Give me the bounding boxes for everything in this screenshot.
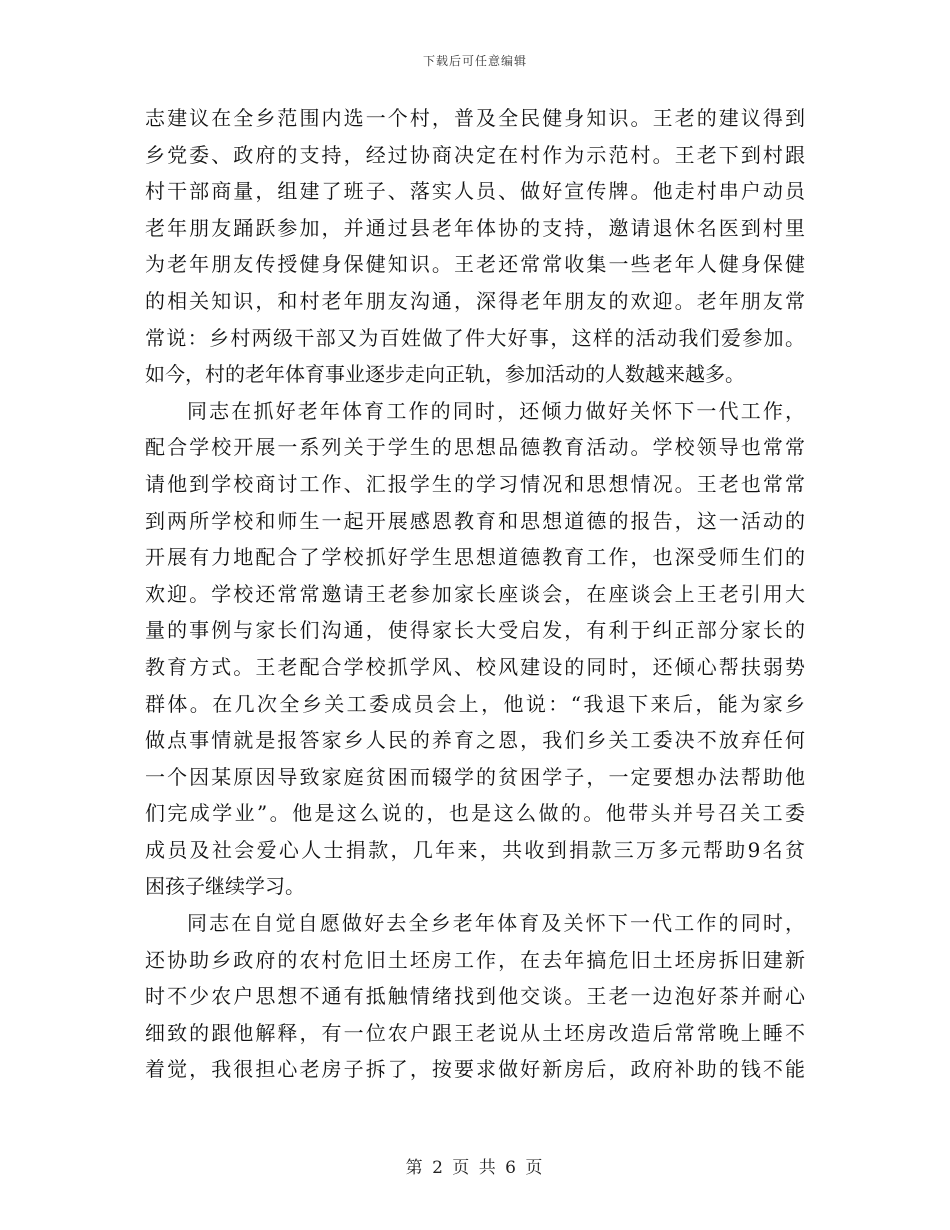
text-line: 请他到学校商讨工作、汇报学生的学习情况和思想情况。王老也常常: [145, 471, 805, 496]
text-line: 成员及社会爱心人士捐款，几年来，共收到捐款三万多元帮助9名贫: [145, 837, 805, 862]
text-line: 们完成学业”。他是这么说的，也是这么做的。他带头并号召关工委: [145, 801, 805, 826]
text-line: 乡党委、政府的支持，经过协商决定在村作为示范村。王老下到村跟: [145, 142, 805, 167]
text-line: 为老年朋友传授健身保健知识。王老还常常收集一些老年人健身保健: [145, 252, 805, 277]
text-line: 到两所学校和师生一起开展感恩教育和思想道德的报告，这一活动的: [145, 508, 805, 533]
text-line: 群体。在几次全乡关工委成员会上，他说：“我退下来后，能为家乡: [145, 691, 805, 716]
text-line: 如今，村的老年体育事业逐步走向正轨，参加活动的人数越来越多。: [145, 362, 745, 387]
document-body: [145, 100, 805, 1088]
text-line: 量的事例与家长们沟通，使得家长大受启发，有利于纠正部分家长的: [145, 618, 805, 643]
page-number-footer: 第 2 页 共 6 页: [405, 1158, 545, 1178]
paragraph: [145, 905, 805, 1088]
text-line: 困孩子继续学习。: [145, 874, 305, 899]
text-line: 老年朋友踊跃参加，并通过县老年体协的支持，邀请退休名医到村里: [145, 215, 805, 240]
text-line: 村干部商量，组建了班子、落实人员、做好宣传牌。他走村串户动员: [145, 179, 805, 204]
text-line: 配合学校开展一系列关于学生的思想品德教育活动。学校领导也常常: [145, 435, 805, 460]
text-line: 同志在抓好老年体育工作的同时，还倾力做好关怀下一代工作，: [187, 398, 805, 423]
text-line: 的相关知识，和村老年朋友沟通，深得老年朋友的欢迎。老年朋友常: [145, 288, 805, 313]
text-line: 开展有力地配合了学校抓好学生思想道德教育工作，也深受师生们的: [145, 545, 805, 570]
text-line: 常说：乡村两级干部又为百姓做了件大好事，这样的活动我们爱参加。: [145, 325, 805, 350]
text-line: 还协助乡政府的农村危旧土坯房工作，在去年搞危旧土坯房拆旧建新: [145, 947, 805, 972]
text-line: 同志在自觉自愿做好去全乡老年体育及关怀下一代工作的同时，: [187, 911, 805, 936]
text-line: 做点事情就是报答家乡人民的养育之恩，我们乡关工委决不放弃任何: [145, 728, 805, 753]
text-line: 细致的跟他解释，有一位农户跟王老说从土坯房改造后常常晚上睡不: [145, 1020, 805, 1045]
text-line: 着觉，我很担心老房子拆了，按要求做好新房后，政府补助的钱不能: [145, 1057, 805, 1082]
text-line: 志建议在全乡范围内选一个村，普及全民健身知识。王老的建议得到: [145, 106, 805, 130]
text-line: 时不少农户思想不通有抵触情绪找到他交谈。王老一边泡好茶并耐心: [145, 984, 805, 1009]
text-line: 欢迎。学校还常常邀请王老参加家长座谈会，在座谈会上王老引用大: [145, 581, 805, 606]
text-line: 教育方式。王老配合学校抓学风、校风建设的同时，还倾心帮扶弱势: [145, 654, 805, 679]
paragraph: [145, 393, 805, 905]
text-line: 一个因某原因导致家庭贫困而辍学的贫困学子，一定要想办法帮助他: [145, 764, 805, 789]
page-header: 下载后可任意编辑: [422, 54, 527, 68]
paragraph: [145, 100, 805, 393]
